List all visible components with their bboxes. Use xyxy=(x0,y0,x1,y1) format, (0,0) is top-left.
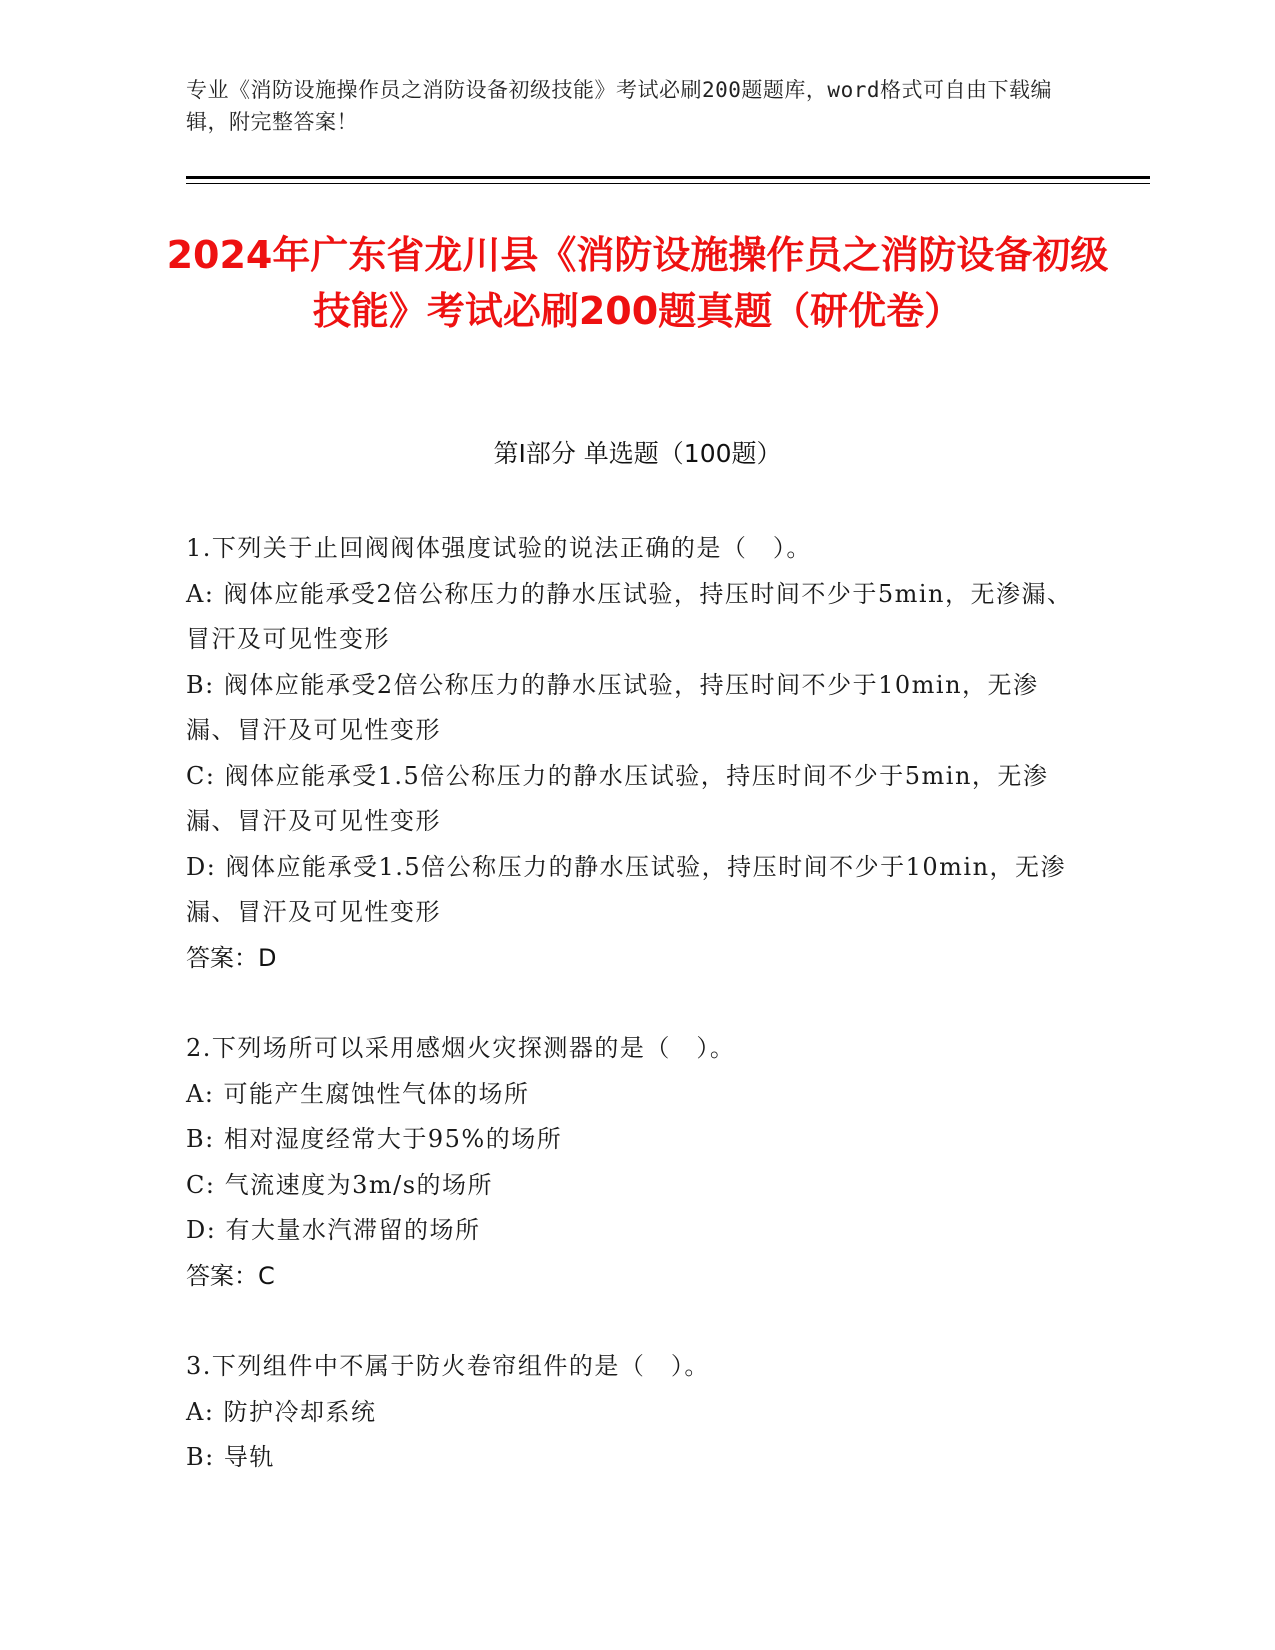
question-stem: 1.下列关于止回阀阀体强度试验的说法正确的是（ ）。 xyxy=(186,534,812,562)
answer-label: 答案：D xyxy=(186,943,277,972)
question-2 xyxy=(186,1026,1086,1299)
question-list xyxy=(186,526,1086,1526)
question-1 xyxy=(186,526,1086,981)
option-a: A: 防护冷却系统 xyxy=(186,1397,377,1426)
option-b: B: 相对湿度经常大于95%的场所 xyxy=(186,1125,563,1153)
question-stem: 2.下列场所可以采用感烟火灾探测器的是（ ）。 xyxy=(186,1034,736,1062)
header-divider-thick xyxy=(186,176,1150,179)
header-divider-thin xyxy=(186,183,1150,184)
question-stem: 3.下列组件中不属于防火卷帘组件的是（ ）。 xyxy=(186,1352,710,1380)
header-note: 专业《消防设施操作员之消防设备初级技能》考试必刷200题题库，word格式可自由下载编辑，附完整答案！ xyxy=(186,78,1052,134)
option-b: B: 阀体应能承受2倍公称压力的静水压试验，持压时间不少于10min，无渗漏、冒汗及可见性变形 xyxy=(186,670,1039,744)
option-c: C: 阀体应能承受1.5倍公称压力的静水压试验，持压时间不少于5min，无渗漏、冒汗及可见性变形 xyxy=(186,761,1049,835)
document-title: 2024年广东省龙川县《消防设施操作员之消防设备初级技能》考试必刷200题真题（研优卷） xyxy=(166,233,1109,333)
option-a: A: 阀体应能承受2倍公称压力的静水压试验，持压时间不少于5min，无渗漏、冒汗及可见性变形 xyxy=(186,579,1073,653)
question-3 xyxy=(186,1344,1086,1481)
option-d: D: 有大量水汽滞留的场所 xyxy=(186,1216,481,1244)
answer-label: 答案：C xyxy=(186,1261,275,1290)
option-d: D: 阀体应能承受1.5倍公称压力的静水压试验，持压时间不少于10min，无渗漏、冒汗及可见性变形 xyxy=(186,852,1067,926)
option-b: B: 导轨 xyxy=(186,1443,275,1471)
option-c: C: 气流速度为3m/s的场所 xyxy=(186,1170,494,1199)
option-a: A: 可能产生腐蚀性气体的场所 xyxy=(186,1079,530,1108)
section-heading: 第Ⅰ部分 单选题（100题） xyxy=(493,439,782,468)
